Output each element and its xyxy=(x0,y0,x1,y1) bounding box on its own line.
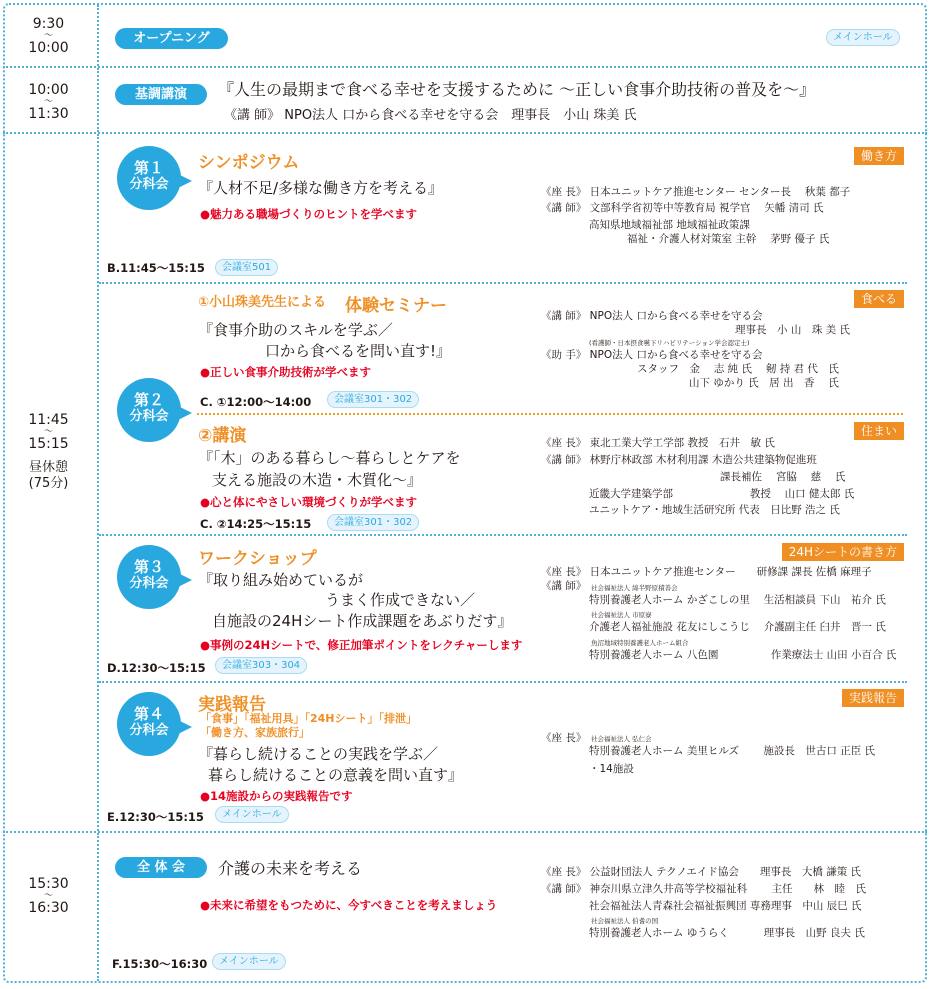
session-3-affil-1: 社会福祉法人 綿半野原積善会 xyxy=(591,584,678,592)
session-2-subtitle: ①小山珠美先生による xyxy=(198,295,327,310)
session-2-theme-1a: 『食事介助のスキルを学ぶ／ xyxy=(198,321,393,339)
session-3-lecturer-3: 特別養護老人ホーム 八色園 作業療法士 山田 小百合 氏 xyxy=(589,649,897,661)
session-1-point: ●魅力ある職場づくりのヒントを学べます xyxy=(200,207,418,221)
session-3-badge xyxy=(117,545,181,609)
session-3-title: ワークショップ xyxy=(198,549,317,569)
time-tilde: 〜 xyxy=(43,97,53,107)
session-2-theme-1b: 口から食べるを問い直す!』 xyxy=(265,342,452,360)
badge-number: 第３ xyxy=(133,558,164,576)
session-3-lecturer-label: 《講 師》 xyxy=(541,580,587,592)
keynote-title: 『人生の最期まで食べる幸せを支援するために 〜正しい食事介助技術の普及を〜』 xyxy=(218,80,816,99)
session-3-point: ●事例の24Hシートで、修正加筆ポイントをレクチャーします xyxy=(200,638,523,652)
time-slot-keynote xyxy=(0,82,97,122)
time-start: 11:45 xyxy=(28,412,69,428)
session-1-tag: 働き方 xyxy=(854,147,904,165)
badge-number: 第２ xyxy=(133,391,164,409)
session-1-lecturer-2: 福祉・介護人材対策室 主幹 茅野 優子 氏 xyxy=(627,233,830,245)
session-2-point-2: ●心と体にやさしい環境づくりが学べます xyxy=(200,495,418,509)
session-4-sub-b: 「働き方、家族旅行」 xyxy=(200,726,310,739)
column-divider xyxy=(97,134,99,831)
time-end: 11:30 xyxy=(28,106,69,122)
plenary-affil: 社会福祉法人 伯耆の国 xyxy=(591,917,659,925)
row-divider xyxy=(3,66,927,68)
session-3-theme-c: 自施設の24Hシート作成課題をあぶりだす』 xyxy=(212,612,513,630)
session-2-room-1: 会議室301・302 xyxy=(327,391,419,408)
session-2-tag-housing: 住まい xyxy=(854,422,904,440)
session-4-facilities: ・14施設 xyxy=(589,763,634,775)
badge-text: 分科会 xyxy=(129,177,169,192)
plenary-lecturer-2: 社会福祉法人青森社会福祉振興団 専務理事 中山 辰巳 氏 xyxy=(589,900,862,912)
session-2-point-1: ●正しい食事介助技術が学べます xyxy=(200,365,372,379)
badge-number: 第４ xyxy=(133,705,164,723)
keynote-speaker: 《講 師》 NPO法人 口から食べる幸せを守る会 理事長 小山 珠美 氏 xyxy=(224,108,637,123)
session-1-time: B.11:45〜15:15 xyxy=(107,261,205,275)
session-2-lecturer: 《講 師》 NPO法人 口から食べる幸せを守る会 xyxy=(541,310,763,322)
session-1-lecturer-affil: 高知県地域福祉部 地域福祉政策課 xyxy=(589,219,750,231)
session-4-theme-b: 暮らし続けることの意義を問い直す』 xyxy=(208,766,464,784)
plenary-lecturer-1: 《講 師》 神奈川県立津久井高等学校福祉科 主任 林 睦 氏 xyxy=(541,883,867,895)
session-2-lecturer-name: 理事長 小 山 珠 美 氏 xyxy=(735,324,851,336)
session-2-title-1: 体験セミナー xyxy=(345,296,447,316)
time-tilde: 〜 xyxy=(43,31,53,41)
session-2-chair: 《座 長》 東北工業大学工学部 教授 石井 敏 氏 xyxy=(541,437,775,449)
session-4-chair-label: 《座 長》 xyxy=(541,732,587,744)
keynote-label: 基調講演 xyxy=(115,84,207,105)
session-2-lecturer-2-name: 課長補佐 宮脇 慈 氏 xyxy=(720,471,846,483)
session-3-room: 会議室303・304 xyxy=(215,657,307,674)
session-4-chair: 特別養護老人ホーム 美里ヒルズ 施設長 世古口 正臣 氏 xyxy=(589,745,876,757)
session-2-lecturer-note: (看護師・日本摂食嚥下リハビリテーション学会認定士) xyxy=(589,339,750,347)
session-divider xyxy=(99,282,907,284)
time-slot-plenary xyxy=(0,876,97,916)
session-3-theme-b: うまく作成できない／ xyxy=(325,591,476,609)
time-tilde: 〜 xyxy=(43,427,53,437)
time-tilde: 〜 xyxy=(43,891,53,901)
column-divider xyxy=(97,5,99,66)
session-3-chair: 《座 長》 日本ユニットケア推進センター 研修課 課長 佐橋 麻理子 xyxy=(541,566,872,578)
badge-text: 分科会 xyxy=(129,576,169,591)
badge-text: 分科会 xyxy=(129,409,169,424)
session-1-theme: 『人材不足/多様な働き方を考える』 xyxy=(198,179,444,197)
badge-text: 分科会 xyxy=(129,723,169,738)
session-4-room: メインホール xyxy=(215,806,289,823)
session-4-badge xyxy=(117,692,181,756)
session-2-assistant-names-2: 山下 ゆかり 氏 居 出 香 氏 xyxy=(689,377,839,389)
session-4-affil: 社会福祉法人 弘仁会 xyxy=(591,735,652,743)
lunch-break-label: 昼休憩 xyxy=(28,460,68,475)
opening-label: オープニング xyxy=(115,28,228,49)
session-4-theme-a: 『暮らし続けることの実践を学ぶ／ xyxy=(198,745,439,763)
plenary-time: F.15:30〜16:30 xyxy=(112,957,208,971)
session-3-affil-3: 魚沼地域特別養護老人ホーム組合 xyxy=(591,639,689,647)
plenary-point: ●未来に希望をもつために、今すべきことを考えましょう xyxy=(200,898,498,912)
lunch-break-duration: (75分) xyxy=(28,476,69,491)
row-divider xyxy=(3,831,927,833)
session-3-lecturer-1: 特別養護老人ホーム かざこしの里 生活相談員 下山 祐介 氏 xyxy=(589,594,886,606)
plenary-chair: 《座 長》 公益財団法人 テクノエイド協会 理事長 大橋 謙策 氏 xyxy=(541,866,862,878)
session-2-time-2: C. ②14:25〜15:15 xyxy=(200,517,312,531)
plenary-room: メインホール xyxy=(212,953,286,970)
badge-number: 第１ xyxy=(133,159,164,177)
time-end: 10:00 xyxy=(28,40,69,56)
session-3-time: D.12:30〜15:15 xyxy=(107,661,206,675)
session-2-theme-2a: 『「木」のある暮らし〜暮らしとケアを xyxy=(198,449,461,467)
session-2-time-1: C. ①12:00〜14:00 xyxy=(200,395,312,409)
plenary-theme: 介護の未来を考える xyxy=(218,859,363,878)
opening-room: メインホール xyxy=(826,29,900,46)
session-4-point: ●14施設からの実践報告です xyxy=(200,789,353,803)
session-2-lecturer-4: ユニットケア・地域生活研究所 代表 日比野 浩之 氏 xyxy=(589,504,840,516)
time-end: 16:30 xyxy=(28,900,69,916)
session-divider xyxy=(99,534,907,536)
plenary-label: 全 体 会 xyxy=(115,857,207,878)
session-3-tag: 24Hシートの書き方 xyxy=(782,543,904,561)
session-3-lecturer-2: 介護老人福祉施設 花友にしこうじ 介護副主任 臼井 晋一 氏 xyxy=(589,621,886,633)
session-4-title: 実践報告 xyxy=(198,695,266,715)
session-3-affil-2: 社会福祉法人 市原寮 xyxy=(591,611,652,619)
column-divider xyxy=(97,833,99,981)
session-2-assistant: 《助 手》 NPO法人 口から食べる幸せを守る会 xyxy=(541,349,763,361)
subsession-divider xyxy=(197,413,903,415)
column-divider xyxy=(97,68,99,132)
session-1-room: 会議室501 xyxy=(215,259,278,276)
session-2-lecturer-3: 近畿大学建築学部 教授 山口 健太郎 氏 xyxy=(589,488,855,500)
time-slot-sessions xyxy=(0,412,97,492)
session-2-room-2: 会議室301・302 xyxy=(327,514,419,531)
session-2-title-2: ②講演 xyxy=(198,426,247,446)
session-4-tag: 実践報告 xyxy=(842,689,904,707)
session-2-theme-2b: 支える施設の木造・木質化〜』 xyxy=(212,471,423,489)
session-3-theme-a: 『取り組み始めているが xyxy=(198,571,364,589)
session-2-lecturer-2: 《講 師》 林野庁林政部 木材利用課 木造公共建築物促進班 xyxy=(541,454,817,466)
session-1-title: シンポジウム xyxy=(198,153,300,173)
time-end: 15:15 xyxy=(28,436,69,452)
session-2-assistant-names-1: スタッフ 金 志 純 氏 剱 持 君 代 氏 xyxy=(637,363,839,375)
time-slot-opening xyxy=(0,16,97,56)
session-2-tag-eat: 食べる xyxy=(854,290,904,308)
session-4-sub-a: 「食事」「福祉用具」「24Hシート」「排泄」 xyxy=(200,712,418,725)
session-2-badge xyxy=(117,378,181,442)
session-divider xyxy=(99,681,907,683)
time-start: 10:00 xyxy=(28,82,69,98)
session-1-badge xyxy=(117,146,181,210)
session-1-lecturer: 《講 師》 文部科学省初等中等教育局 視学官 矢幡 清司 氏 xyxy=(541,202,824,214)
time-start: 9:30 xyxy=(32,16,65,32)
row-divider xyxy=(3,132,927,134)
time-start: 15:30 xyxy=(28,876,69,892)
session-4-time: E.12:30〜15:15 xyxy=(107,810,204,824)
plenary-lecturer-3: 特別養護老人ホーム ゆうらく 理事長 山野 良夫 氏 xyxy=(589,927,865,939)
session-1-chair: 《座 長》 日本ユニットケア推進センター センター長 秋葉 都子 xyxy=(541,186,851,198)
